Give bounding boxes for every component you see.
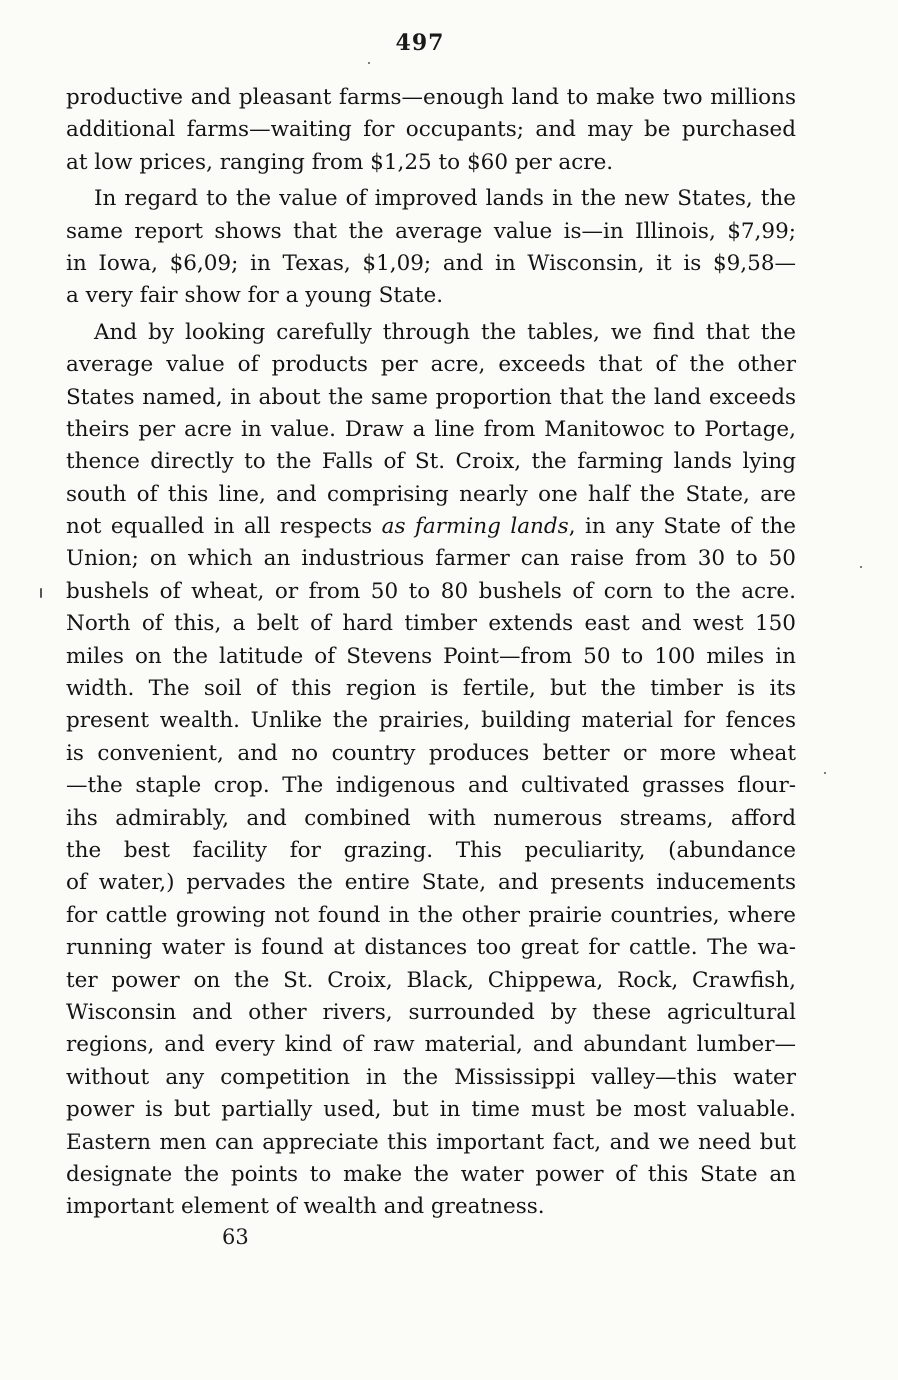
italic-phrase: as farming lands (381, 514, 569, 540)
text-line: And by looking carefully through the tables, we find that the (94, 319, 796, 345)
text-line: productive and pleasant farms—enough land to make two millions (66, 85, 796, 110)
print-speck (824, 772, 826, 774)
text-line: regions, and every kind of raw material, and abundant lumber— (66, 1032, 796, 1058)
body-text (66, 82, 796, 1224)
text-line: at low prices, ranging from $1,25 to $60 per acre. (66, 149, 614, 175)
text-line: thence directly to the Falls of St. Croix, the farming lands lying (66, 449, 796, 475)
text-line: power is but partially used, but in time must be most valuable. (66, 1097, 796, 1123)
text-line: for cattle growing not found in the other prairie countries, where (66, 902, 796, 928)
text-line: running water is found at distances too great for cattle. The wa- (66, 935, 796, 961)
print-speck (860, 566, 862, 568)
text-line: width. The soil of this region is fertile, but the timber is its (66, 676, 796, 702)
text-line: south of this line, and comprising nearly one half the State, are (66, 481, 796, 507)
page-number: 497 (395, 30, 445, 56)
text-line: Eastern men can appreciate this important fact, and we need but (66, 1129, 796, 1155)
text-line: without any competition in the Mississippi valley—this water (66, 1064, 796, 1090)
print-speck (40, 588, 42, 598)
text-line: —the staple crop. The indigenous and cultivated grasses flour- (66, 773, 796, 799)
text-line: States named, in about the same proportion that the land exceeds (66, 384, 796, 410)
signature-mark: 63 (222, 1225, 249, 1249)
text-line-mixed (66, 511, 796, 543)
text-line: the best facility for grazing. This peculiarity, (abundance (66, 837, 796, 863)
text-line: theirs per acre in value. Draw a line from Manitowoc to Portage, (66, 416, 796, 442)
text-line: Wisconsin and other rivers, surrounded by these agricultural (66, 999, 796, 1025)
text-line: in Iowa, $6,09; in Texas, $1,09; and in Wisconsin, it is $9,58— (66, 250, 796, 276)
text-line: average value of products per acre, exceeds that of the other (66, 352, 796, 378)
text-line: miles on the latitude of Stevens Point—from 50 to 100 miles in (66, 643, 796, 669)
text-line: North of this, a belt of hard timber extends east and west 150 (66, 611, 796, 637)
text-line: bushels of wheat, or from 50 to 80 bushels of corn to the acre. (66, 578, 796, 604)
text-segment: not equalled in all respects (66, 514, 373, 540)
text-line: is convenient, and no country produces better or more wheat (66, 740, 796, 766)
text-line: In regard to the value of improved lands in the new States, the (94, 186, 796, 212)
text-line: a very fair show for a young State. (66, 283, 444, 309)
text-line: ihs admirably, and combined with numerous streams, afford (66, 805, 796, 831)
print-speck (368, 62, 370, 64)
text-line: important element of wealth and greatness. (66, 1194, 545, 1220)
text-line: additional farms—waiting for occupants; and may be purchased (66, 117, 796, 143)
text-line: of water,) pervades the entire State, and presents inducements (66, 870, 796, 896)
text-line: present wealth. Unlike the prairies, building material for fences (66, 708, 796, 734)
text-line: designate the points to make the water power of this State an (66, 1161, 796, 1187)
text-line: ter power on the St. Croix, Black, Chippewa, Rock, Crawfish, (66, 967, 796, 993)
text-segment: , in any State of the (568, 514, 796, 540)
text-line: same report shows that the average value is—in Illinois, $7,99; (66, 218, 796, 244)
text-line: Union; on which an industrious farmer can raise from 30 to 50 (66, 546, 796, 572)
